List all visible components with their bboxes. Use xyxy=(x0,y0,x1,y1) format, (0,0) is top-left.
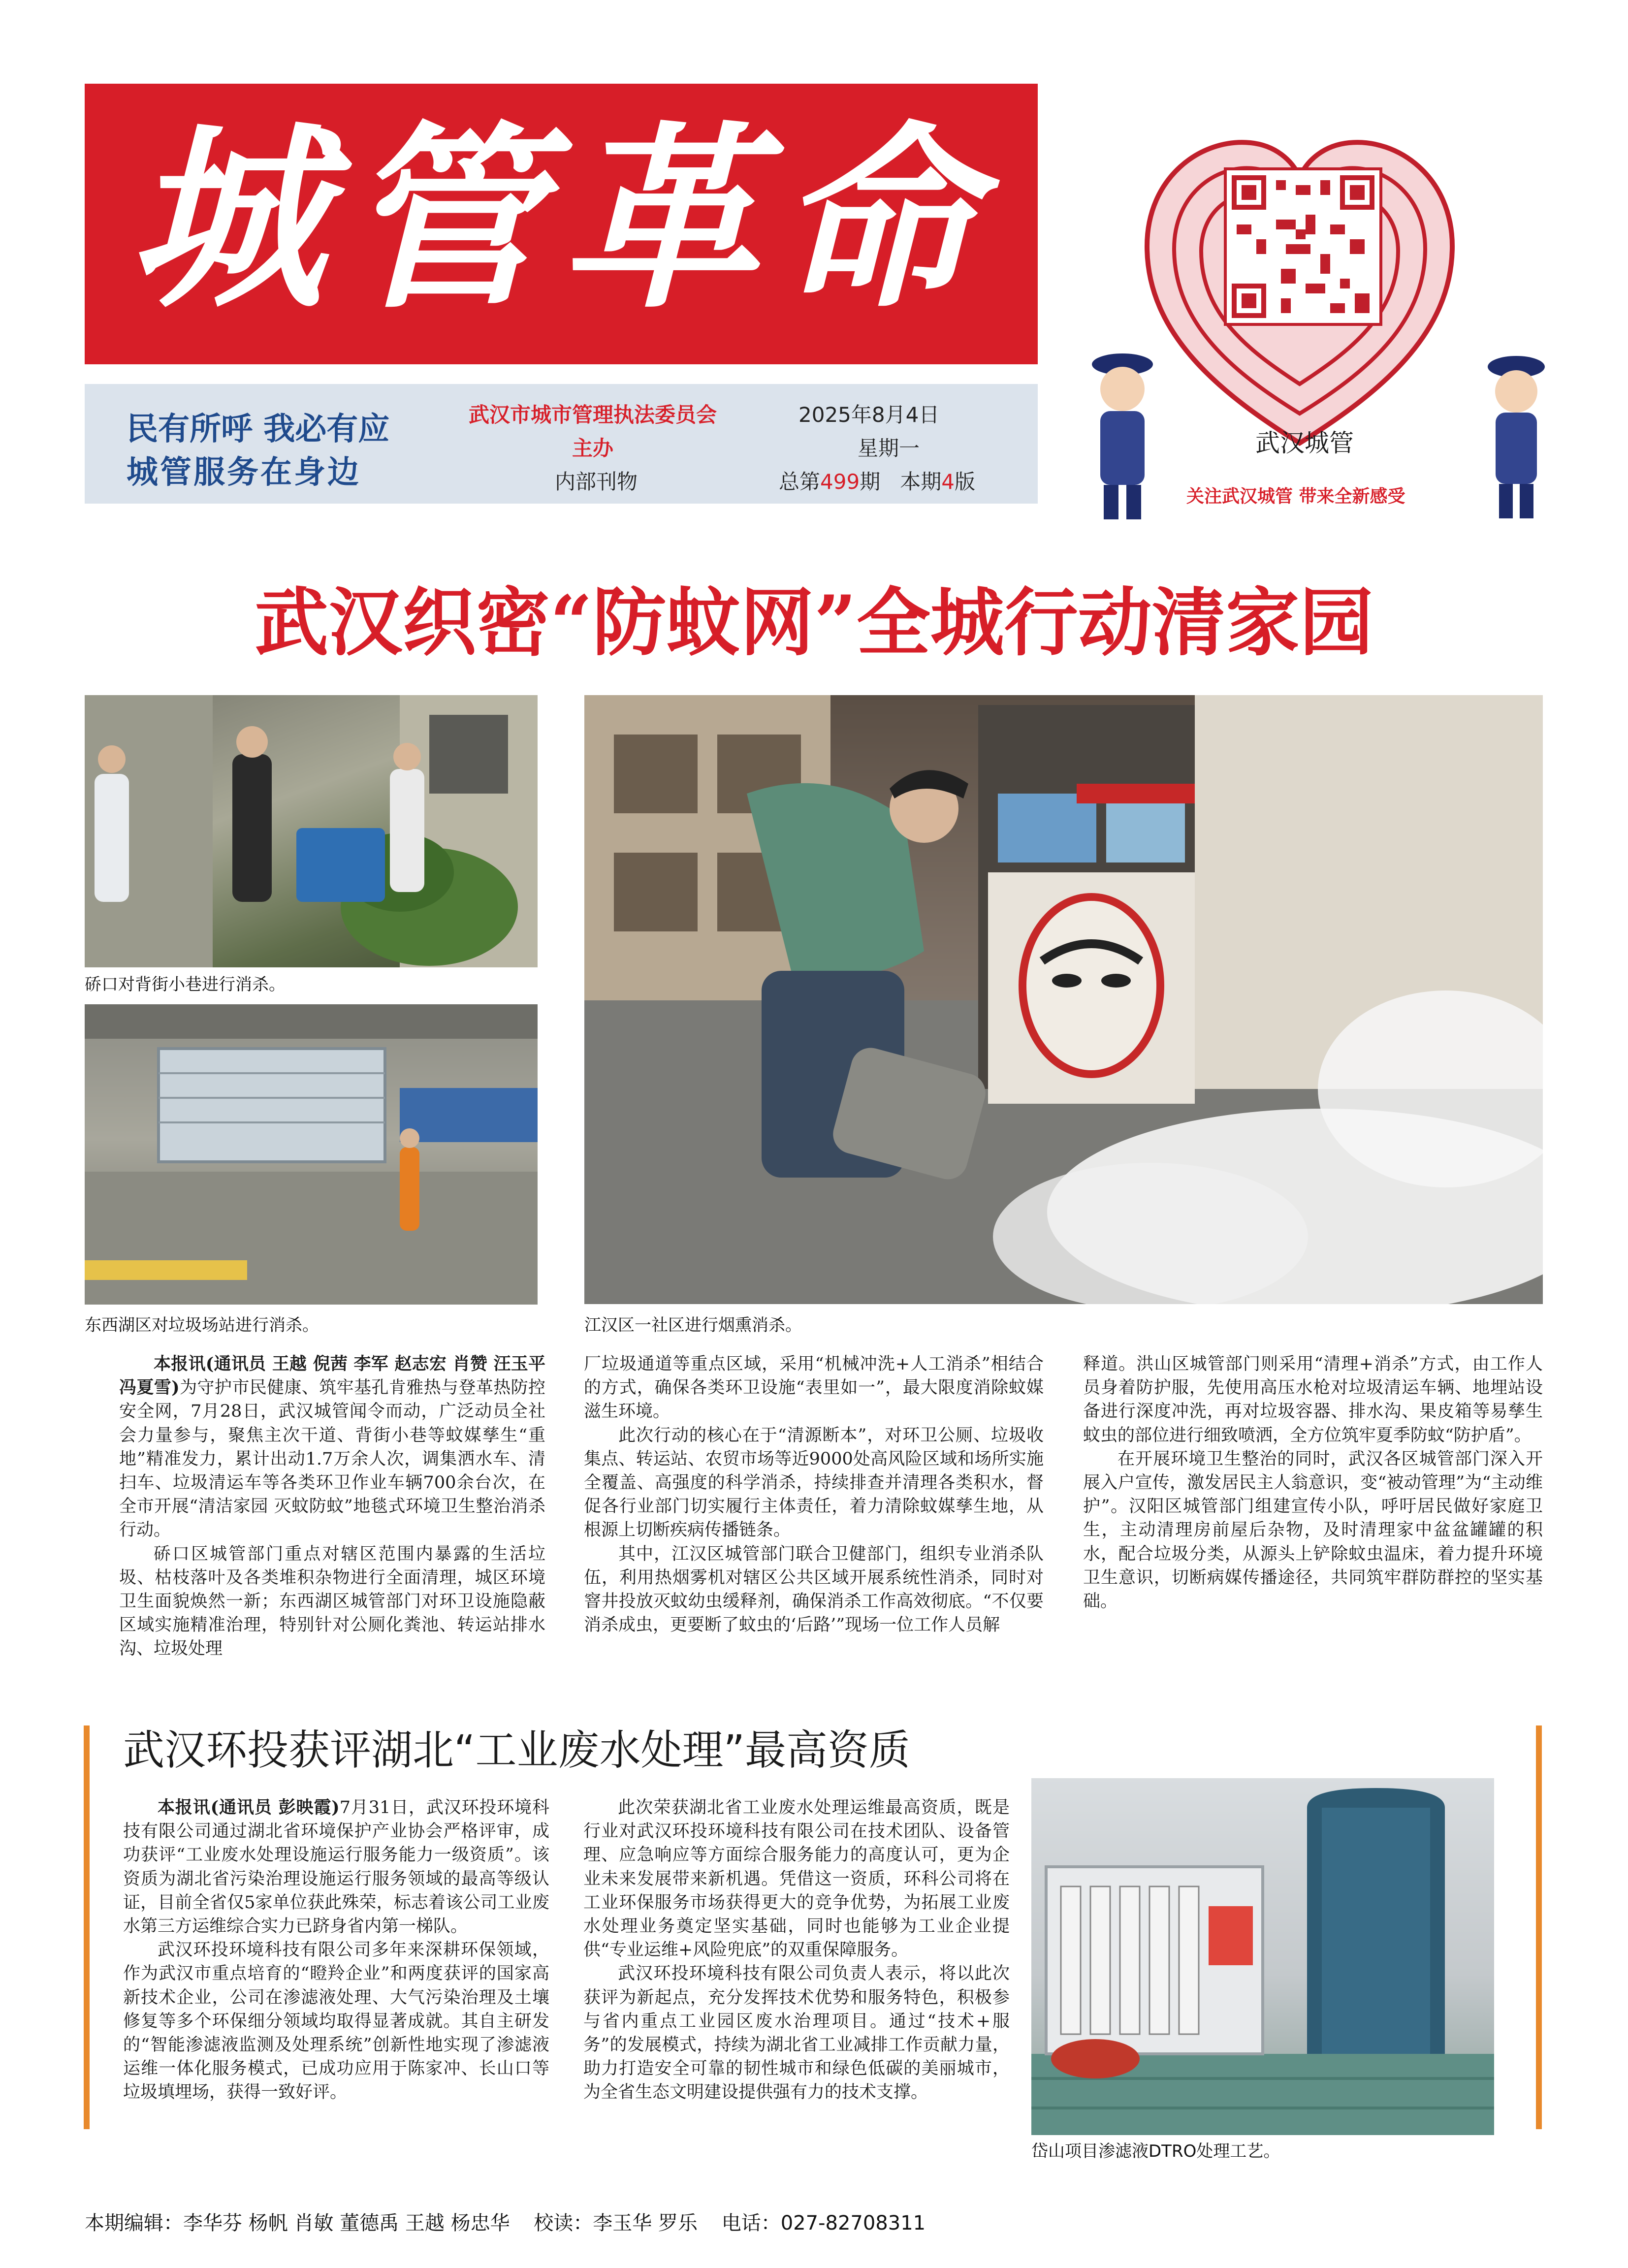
article2-column-1 xyxy=(123,1796,549,2105)
article2-column-2 xyxy=(583,1796,1010,2105)
article1-paragraph: 在开展环境卫生整治的同时，武汉各区城管部门深入开展入户宣传，激发居民主人翁意识，变“被动管理”为“主动维护”。汉阳区城管部门组建宣传小队，呼吁居民做好家庭卫生，主动清理房前屋后杂物，及时清理家中盆盆罐罐的积水，配合垃圾分类，从源头上铲除蚊虫温床，着力提升环境卫生意识，切断病媒传播途径，共同筑牢群防群控的坚实基础。 xyxy=(1083,1449,1543,1612)
qr-code-icon xyxy=(1224,167,1382,326)
article2-paragraph: 武汉环投环境科技有限公司负责人表示，将以此次获评为新起点，充分发挥技术优势和服务特色，积极参与省内重点工业园区废水治理项目。通过“技术+服务”的发展模式，持续为湖北省工业减排工作贡献力量，助力打造安全可靠的韧性城市和绿色低碳的美丽城市，为全省生态文明建设提供强有力的技术支撑。 xyxy=(583,1964,1010,2103)
footer-credits xyxy=(85,2207,1562,2236)
masthead-title: 城管革命 xyxy=(128,103,994,335)
slogan-line-2: 城管服务在身边 xyxy=(127,454,361,491)
article1-paragraph: 厂垃圾通道等重点区域，采用“机械冲洗+人工消杀”相结合的方式，确保各类环卫设施“表里如一”，最大限度消除蚊媒滋生环境。 xyxy=(584,1354,1044,1422)
slogan-line-1: 民有所呼 我必有应 xyxy=(127,411,390,447)
issue-weekday: 星期一 xyxy=(858,436,920,460)
masthead-info-bar xyxy=(85,384,1038,504)
account-name: 武汉城管 xyxy=(1255,429,1354,457)
footer-phone: 电话：027-82708311 xyxy=(721,2212,926,2235)
internal-publication-label: 内部刊物 xyxy=(555,470,638,494)
article1-paragraph: 释道。洪山区城管部门则采用“清理+消杀”方式，由工作人员身着防护服，先使用高压水枪对垃圾清运车辆、地埋站设备进行深度冲洗，再对垃圾容器、排水沟、果皮箱等易孳生蚊虫的部位进行细致喷洒，全方位筑牢夏季防蚊“防护盾”。 xyxy=(1083,1354,1543,1445)
photo-transfer-station xyxy=(85,1004,538,1305)
photo4-caption: 岱山项目渗滤液DTRO处理工艺。 xyxy=(1031,2141,1280,2161)
article1-headline: 武汉织密“防蚊网”全城行动清家园 xyxy=(255,579,1373,666)
sponsor-name: 武汉市城市管理执法委员会 xyxy=(469,403,717,427)
article1-byline: 本报讯(通讯员 王越 倪茜 李军 赵志宏 肖赞 汪玉平 冯夏雪) xyxy=(119,1354,545,1398)
article2-paragraph: 本报讯(通讯员 彭映霞)7月31日，武汉环投环境科技有限公司通过湖北省环境保护产业协会严格评审，成功获评“工业废水处理设施运行服务能力一级资质”。该资质为湖北省污染治理设施运行服务领域的最高等级认证，目前全省仅5家单位获此殊荣，标志着该公司工业废水第三方运维综合实力已跻身省内第一梯队。 xyxy=(123,1797,549,1937)
photo1-caption: 硚口对背街小巷进行消杀。 xyxy=(85,975,286,994)
article1-column-2 xyxy=(584,1352,1044,1637)
photo-dtro-equipment xyxy=(1031,1778,1494,2135)
issue-date: 2025年8月4日 xyxy=(798,403,940,427)
section-accent-bar-right xyxy=(1536,1725,1542,2129)
wechat-promo xyxy=(1073,98,1565,527)
photo-alley-disinfection xyxy=(85,695,538,967)
footer-proofread: 校读：李玉华 罗乐 xyxy=(534,2212,698,2235)
sponsor-role: 主办 xyxy=(572,436,614,460)
photo3-caption: 江汉区一社区进行烟熏消杀。 xyxy=(584,1315,802,1335)
article2-paragraph: 此次荣获湖北省工业废水处理运维最高资质，既是行业对武汉环投环境科技有限公司在技术团队、设备管理、应急响应等方面综合服务能力的高度认可，更为企业未来发展带来新机遇。凭借这一资质，环科公司将在工业环保服务市场获得更大的竞争优势，为拓展工业废水处理业务奠定坚实基础，同时也能够为工业企业提供“专业运维+风险兜底”的双重保障服务。 xyxy=(583,1798,1010,1960)
article2-headline: 武汉环投获评湖北“工业废水处理”最高资质 xyxy=(123,1726,911,1774)
officer-right-icon xyxy=(1488,356,1545,518)
article1-column-1 xyxy=(119,1352,545,1661)
masthead-banner xyxy=(85,84,1038,364)
footer-editors: 本期编辑：李华芬 杨帆 肖敏 董德禹 王越 杨忠华 xyxy=(85,2212,510,2235)
article2-byline: 本报讯(通讯员 彭映霞) xyxy=(158,1797,340,1818)
photo2-caption: 东西湖区对垃圾场站进行消杀。 xyxy=(85,1315,319,1335)
article2-paragraph: 武汉环投环境科技有限公司多年来深耕环保领域，作为武汉市重点培育的“瞪羚企业”和两度获评的国家高新技术企业，公司在渗滤液处理、大气污染治理及土壤修复等多个环保细分领域均取得显著成就。其自主研发的“智能渗滤液监测及处理系统”创新性地实现了渗滤液运维一体化服务模式，已成功应用于陈家冲、长山口等垃圾填埋场，获得一致好评。 xyxy=(123,1940,549,2103)
officer-left-icon xyxy=(1092,353,1153,519)
issue-number: 总第499期 本期4版 xyxy=(779,470,975,494)
article1-paragraph: 此次行动的核心在于“清源断本”，对环卫公厕、垃圾收集点、转运站、农贸市场等近9000处高风险区域和场所实施全覆盖、高强度的科学消杀，持续排查并清理各类积水，督促各行业部门切实履行主体责任，着力清除蚊媒孳生地，从根源上切断疾病传播链条。 xyxy=(584,1425,1044,1540)
article1-column-3 xyxy=(1083,1352,1543,1613)
article1-paragraph: 硚口区城管部门重点对辖区范围内暴露的生活垃圾、枯枝落叶及各类堆积杂物进行全面清理，城区环境卫生面貌焕然一新；东西湖区城管部门对环卫设施隐蔽区域实施精准治理，特别针对公厕化粪池、转运站排水沟、垃圾处理 xyxy=(119,1544,545,1659)
photo-fog-spraying xyxy=(584,695,1543,1304)
article1-paragraph: 其中，江汉区城管部门联合卫健部门，组织专业消杀队伍，利用热烟雾机对辖区公共区域开展系统性消杀，同时对窨井投放灭蚊幼虫缓释剂，确保消杀工作高效彻底。“不仅要消杀成虫，更要断了蚊虫的‘后路’”现场一位工作人员解 xyxy=(584,1544,1044,1635)
follow-slogan: 关注武汉城管 带来全新感受 xyxy=(1186,486,1405,507)
section-accent-bar-left xyxy=(84,1725,90,2129)
article1-paragraph: 本报讯(通讯员 王越 倪茜 李军 赵志宏 肖赞 汪玉平 冯夏雪)为守护市民健康、筑牢基孔肯雅热与登革热防控安全网，7月28日，武汉城管闻令而动，广泛动员全社会力量参与，聚焦主次干道、背街小巷等蚊媒孳生“重地”精准发力，累计出动1.7万余人次，调集洒水车、清扫车、垃圾清运车等各类环卫作业车辆700余台次，在全市开展“清洁家园 灭蚊防蚊”地毯式环境卫生整治消杀行动。 xyxy=(119,1354,545,1540)
